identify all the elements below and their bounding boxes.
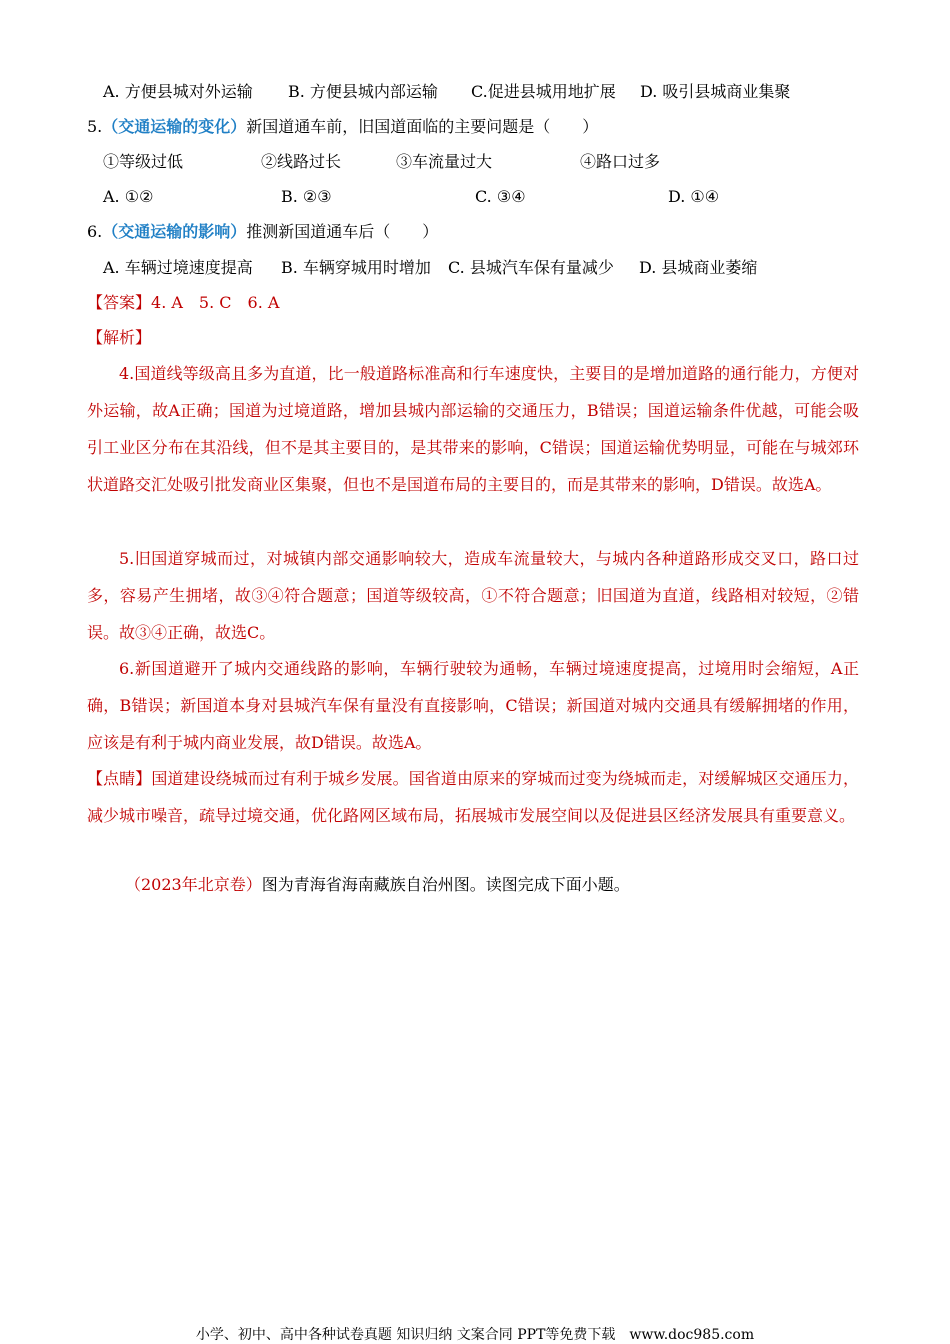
q5-option-d: D. ①④ xyxy=(668,187,720,206)
q5-stem xyxy=(87,116,598,138)
q5-text: 新国道通车前，旧国道面临的主要问题是（ ） xyxy=(246,117,599,136)
q5-item-3: ③车流量过大 xyxy=(396,152,493,171)
q6-option-a: A. 车辆过境速度提高 xyxy=(103,258,253,277)
q4-option-c: C.促进县城用地扩展 xyxy=(471,82,616,101)
q5-item-4: ④路口过多 xyxy=(580,152,661,171)
tip-label: 【点睛】 xyxy=(87,769,152,788)
q5-option-c: C. ③④ xyxy=(475,187,526,206)
analysis-label: 【解析】 xyxy=(87,328,152,347)
answer-line xyxy=(87,292,279,314)
q6-option-b: B. 车辆穿城用时增加 xyxy=(281,258,431,277)
tip-text: 国道建设绕城而过有利于城乡发展。国省道由原来的穿城而过变为绕城而走，对缓解城区交通压力，减少城市噪音，疏导过境交通，优化路网区域布局，拓展城市发展空间以及促进县区经济发展具有重要意义。 xyxy=(87,769,859,825)
answer-text: 4. A 5. C 6. A xyxy=(151,293,280,312)
q6-number: 6. xyxy=(87,222,103,241)
q5-item-2: ②线路过长 xyxy=(261,152,342,171)
next-question-text: 图为青海省海南藏族自治州图。读图完成下面小题。 xyxy=(261,875,630,894)
analysis-paragraph-4: 4.国道线等级高且多为直道，比一般道路标准高和行车速度快，主要目的是增加道路的通行能力，方便对外运输，故A正确；国道为过境道路，增加县城内部运输的交通压力，B错误；国道运输条件优越，可能会吸引工业区分布在其沿线，但不是其主要目的，是其带来的影响，C错误；国道运输优势明显，可能在与城郊环状道路交汇处吸引批发商业区集聚，但也不是国道布局的主要目的，而是其带来的影响，D错误。故选A。 xyxy=(87,364,859,494)
q5-number: 5. xyxy=(87,117,103,136)
q4-option-d: D. 吸引县城商业集聚 xyxy=(640,82,791,101)
page-footer: 小学、初中、高中各种试卷真题 知识归纳 文案合同 PPT等免费下载 www.doc985.com xyxy=(195,1327,755,1343)
q5-option-b: B. ②③ xyxy=(281,187,332,206)
q5-item-1: ①等级过低 xyxy=(103,152,184,171)
q6-tag: （交通运输的影响） xyxy=(102,222,247,241)
analysis-paragraph-6: 6.新国道避开了城内交通线路的影响，车辆行驶较为通畅，车辆过境速度提高，过境用时会缩短，A正确，B错误；新国道本身对县城汽车保有量没有直接影响，C错误；新国道对城内交通具有缓解拥堵的作用，应该是有利于城内商业发展，故D错误。故选A。 xyxy=(87,659,859,752)
q6-option-c: C. 县城汽车保有量减少 xyxy=(448,258,614,277)
q6-text: 推测新国道通车后（ ） xyxy=(246,222,439,241)
tip-paragraph xyxy=(87,760,859,834)
q6-stem xyxy=(87,221,438,243)
q5-tag: （交通运输的变化） xyxy=(102,117,247,136)
q4-option-a: A. 方便县城对外运输 xyxy=(103,82,253,101)
next-question-tag: （2023年北京卷） xyxy=(125,875,262,894)
q6-option-d: D. 县城商业萎缩 xyxy=(639,258,758,277)
q4-option-b: B. 方便县城内部运输 xyxy=(288,82,438,101)
analysis-paragraph-5: 5.旧国道穿城而过，对城镇内部交通影响较大，造成车流量较大，与城内各种道路形成交叉口，路口过多，容易产生拥堵，故③④符合题意；国道等级较高，①不符合题意；旧国道为直道，线路相对较短，②错误。故③④正确，故选C。 xyxy=(87,549,859,642)
next-question-intro xyxy=(125,874,630,896)
q5-option-a: A. ①② xyxy=(103,187,154,206)
answer-label: 【答案】 xyxy=(87,293,152,312)
